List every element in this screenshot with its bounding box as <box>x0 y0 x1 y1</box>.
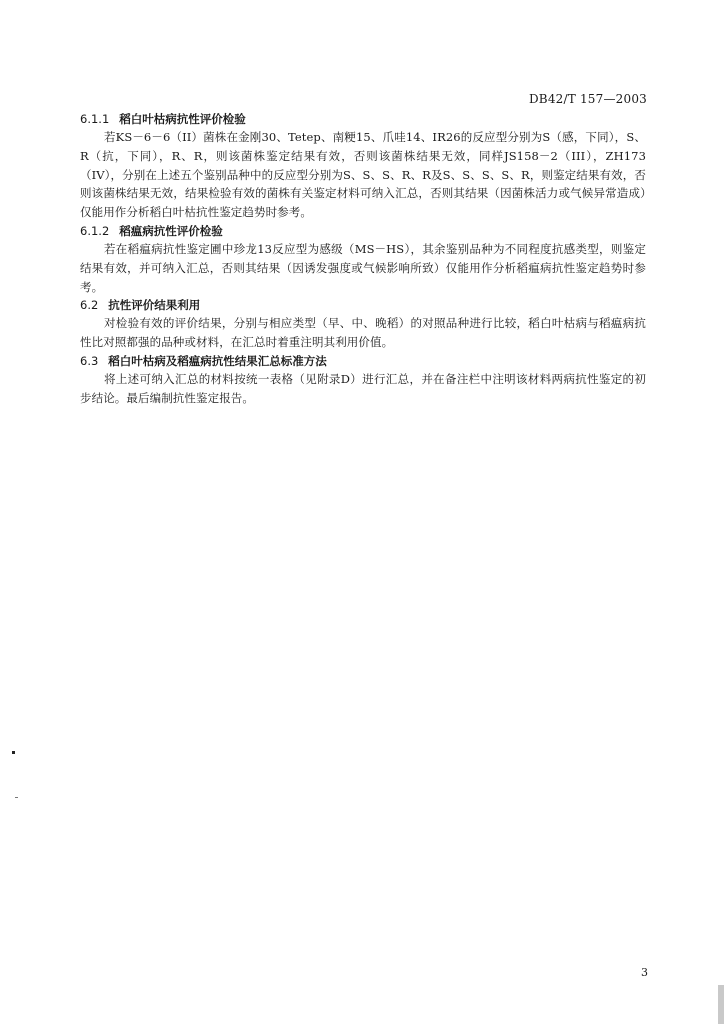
section-number: 6.1.2 <box>80 223 110 238</box>
document-code: DB42/T 157—2003 <box>528 92 647 106</box>
section-6-1-2 <box>80 222 646 296</box>
page-number: 3 <box>641 966 648 979</box>
section-heading <box>80 110 646 128</box>
section-heading <box>80 222 646 240</box>
section-number: 6.2 <box>80 298 99 313</box>
scan-speck <box>15 797 18 798</box>
section-title: 稻白叶枯病及稻瘟病抗性结果汇总标准方法 <box>108 353 327 368</box>
section-number: 6.3 <box>80 353 99 368</box>
section-heading <box>80 296 646 314</box>
scan-edge-shadow <box>718 985 724 1024</box>
section-6-1-1 <box>80 110 646 222</box>
section-heading <box>80 352 646 370</box>
section-paragraph: 若在稻瘟病抗性鉴定圃中珍龙13反应型为感级（MS－HS），其余鉴别品种为不同程度抗感类型，则鉴定结果有效，并可纳入汇总，否则其结果（因诱发强度或气候影响所致）仅能用作分析稻瘟病抗性鉴定趋势时参考。 <box>80 241 646 294</box>
section-6-2 <box>80 296 646 352</box>
section-title: 稻白叶枯病抗性评价检验 <box>119 112 246 126</box>
section-paragraph: 对检验有效的评价结果，分别与相应类型（早、中、晚稻）的对照品种进行比较，稻白叶枯病与稻瘟病抗性比对照都强的品种或材料，在汇总时着重注明其利用价值。 <box>80 316 646 350</box>
scan-speck <box>12 751 15 754</box>
section-paragraph: 若KS－6－6（II）菌株在金刚30、Tetep、南粳15、爪哇14、IR26的反应型分别为S（感，下同），S、R（抗，下同），R、R，则该菌株鉴定结果有效，否则该菌株结果无效，同样JS158－2（III），ZH173（IV），分别在上述五个鉴别品种中的反应型分别为S、S、S、R、R及S、S、S、S、R，则鉴定结果有效，否则该菌株结果无效，结果检验有效的菌株有关鉴定材料可纳入汇总，否则其结果（因菌株活力或气候异常造成）仅能用作分析稻白叶枯抗性鉴定趋势时参考。 <box>80 130 646 220</box>
section-6-3 <box>80 352 646 408</box>
section-paragraph: 将上述可纳入汇总的材料按统一表格（见附录D）进行汇总，并在备注栏中注明该材料两病抗性鉴定的初步结论。最后编制抗性鉴定报告。 <box>80 371 646 405</box>
document-body <box>80 110 646 408</box>
section-title: 抗性评价结果利用 <box>108 298 201 313</box>
section-title: 稻瘟病抗性评价检验 <box>119 223 223 238</box>
section-number: 6.1.1 <box>80 112 110 126</box>
